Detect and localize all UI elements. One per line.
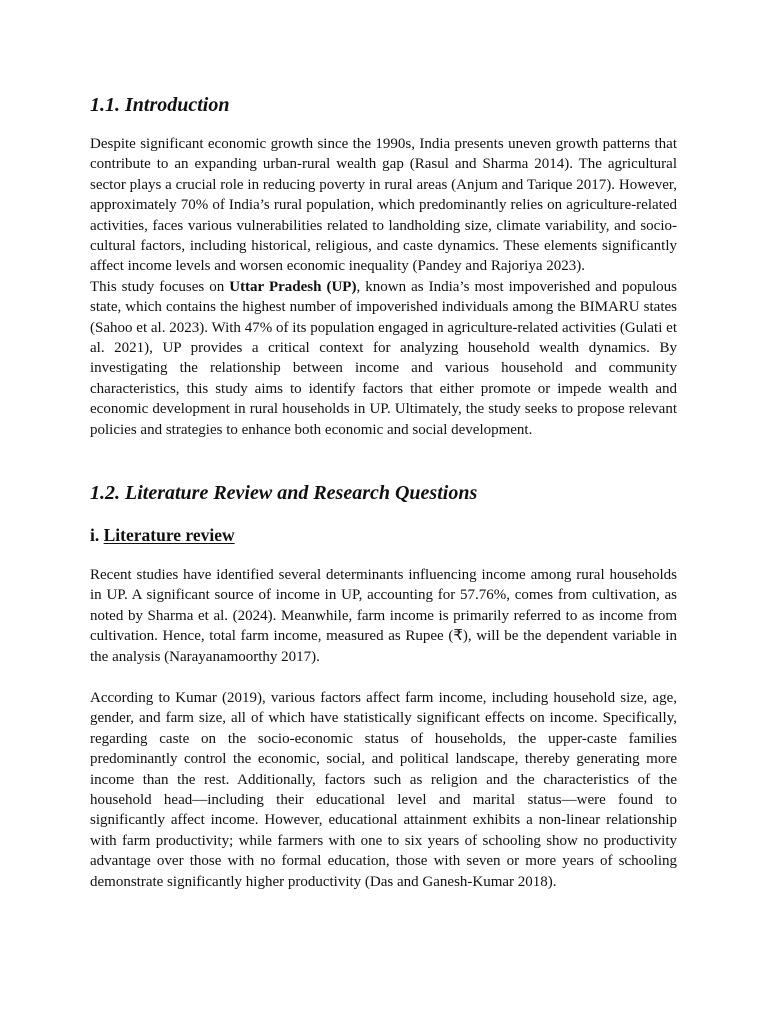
introduction-body bbox=[90, 134, 677, 440]
intro-paragraph-1: Despite significant economic growth since the 1990s, India presents uneven growth patterns that contribute to an expanding urban-rural wealth gap (Rasul and Sharma 2014). The agricultural sector plays a crucial role in reducing poverty in rural areas (Anjum and Tarique 2017). However, approximately 70% of India’s rural population, which predominantly relies on agriculture-related activities, faces various vulnerabilities related to landholding size, climate variability, and socio-cultural factors, including historical, religious, and caste dynamics. These elements significantly affect income levels and worsen economic inequality (Pandey and Rajoriya 2023). bbox=[90, 136, 677, 275]
subheading-prefix: i. bbox=[90, 525, 104, 545]
intro-p2-post: , known as India’s most impoverished and populous state, which contains the highest number of impoverished individuals among the BIMARU states (Sahoo et al. 2023). With 47% of its population engaged in agriculture-related activities (Gulati et al. 2021), UP provides a critical context for analyzing household wealth dynamics. By investigating the relationship between income and various household and community characteristics, this study aims to identify factors that either promote or impede wealth and economic development in rural households in UP. Ultimately, the study seeks to propose relevant policies and strategies to enhance both economic and social development. bbox=[90, 278, 677, 438]
subheading-literature-review bbox=[90, 524, 677, 546]
subheading-title: Literature review bbox=[103, 525, 235, 545]
intro-paragraph-2 bbox=[90, 277, 677, 440]
heading-introduction: 1.1. Introduction bbox=[90, 94, 230, 116]
literature-paragraph-1: Recent studies have identified several determinants influencing income among rural households in UP. A significant source of income in UP, accounting for 57.76%, comes from cultivation, as noted by Sharma et al. (2024). Meanwhile, farm income is primarily referred to as income from cultivation. Hence, total farm income, measured as Rupee (₹), will be the dependent variable in the analysis (Narayanamoorthy 2017). bbox=[90, 567, 677, 665]
heading-literature-review: 1.2. Literature Review and Research Questions bbox=[90, 482, 478, 504]
literature-paragraph-2: According to Kumar (2019), various factors affect farm income, including household size, age, gender, and farm size, all of which have statistically significant effects on income. Specifically, regarding caste on the socio-economic status of households, the upper-caste families predominantly control the economic, social, and political landscape, thereby generating more income than the rest. Additionally, factors such as religion and the characteristics of the household head—including their educational level and marital status—were found to significantly affect income. However, educational attainment exhibits a non-linear relationship with farm productivity; while farmers with one to six years of schooling show no productivity advantage over those with no formal education, those with seven or more years of schooling demonstrate significantly higher productivity (Das and Ganesh-Kumar 2018). bbox=[90, 690, 677, 890]
uttar-pradesh-bold: Uttar Pradesh (UP) bbox=[229, 278, 357, 295]
intro-p2-pre: This study focuses on bbox=[90, 278, 230, 295]
